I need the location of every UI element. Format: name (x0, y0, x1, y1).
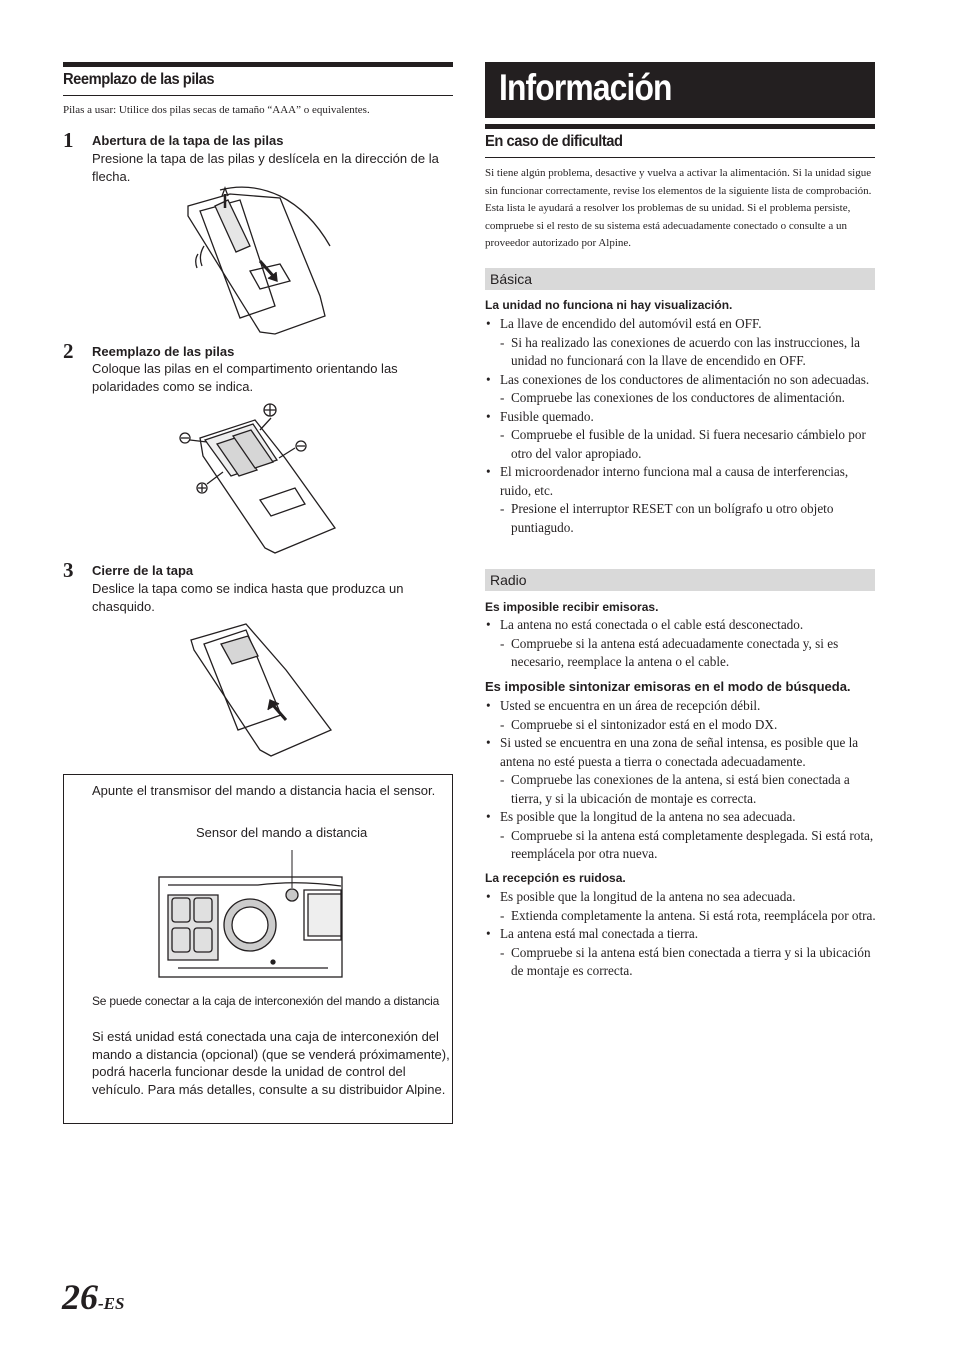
step-body: Presione la tapa de las pilas y deslícela en la dirección de la flecha. (92, 151, 439, 184)
page-number-value: 26 (62, 1277, 98, 1317)
step-body: Coloque las pilas en el compartimento orientando las polaridades como se indica. (92, 361, 398, 394)
section-rule-bottom (485, 157, 875, 158)
step-title: Cierre de la tapa (92, 563, 194, 578)
bullet-item: • Usted se encuentra en un área de recepción débil. (485, 697, 877, 716)
subhead-label: Básica (490, 271, 533, 287)
intro-text: Pilas a usar: Utilice dos pilas secas de tamaño “AAA” o equivalentes. (63, 104, 370, 116)
radio-list-3 (485, 888, 877, 981)
box-body: Si está unidad está conectada una caja de interconexión del mando a distancia (opcional) (que se venderá próximamente), podrá hacerla funcionar desde la unidad de control del vehículo. Para más detalles, consulte a su distribuidor Alpine. (92, 1029, 450, 1097)
bullet-item: • Las conexiones de los conductores de alimentación no son adecuadas. (485, 371, 877, 390)
dash-item: - Compruebe si el sintonizador está en el modo DX. (485, 716, 877, 735)
problem-title: La unidad no funciona ni hay visualización. (485, 298, 733, 312)
box-intro: Apunte el transmisor del mando a distancia hacia el sensor. (92, 783, 436, 798)
basica-list (485, 315, 877, 537)
dash-item: - Compruebe si la antena está adecuadamente conectada y, si es necesario, reemplace la antena o el cable. (485, 635, 877, 672)
page-banner (485, 62, 875, 118)
box-subtitle: Se puede conectar a la caja de interconexión del mando a distancia (92, 994, 440, 1008)
radio-list-2 (485, 697, 877, 864)
radio-list-1 (485, 616, 877, 672)
subhead-radio (485, 569, 875, 591)
step-body: Deslice la tapa como se indica hasta que produzca un chasquido. (92, 581, 404, 614)
dash-item: - Compruebe el fusible de la unidad. Si fuera necesario cámbielo por otro del valor apropiado. (485, 426, 877, 463)
problem-title: Es imposible recibir emisoras. (485, 600, 659, 614)
bullet-item: • Es posible que la longitud de la antena no sea adecuada. (485, 808, 877, 827)
bullet-item: • El microordenador interno funciona mal a causa de interferencias, ruido, etc. (485, 463, 877, 500)
step-number: 2 (63, 339, 74, 363)
page-number-suffix: -ES (98, 1294, 125, 1313)
dash-item: - Compruebe las conexiones de los conductores de alimentación. (485, 389, 877, 408)
subhead-label: Radio (490, 572, 527, 588)
remote-battery-illustration (175, 398, 345, 556)
section-rule-bottom (63, 95, 453, 96)
dash-item: - Compruebe las conexiones de la antena, si está bien conectada a tierra, y si la ubicación de montaje es correcta. (485, 771, 877, 808)
remote-close-cover-illustration (186, 620, 336, 760)
dash-item: - Compruebe si la antena está completamente desplegada. Si está rota, reemplácela por otra nueva. (485, 827, 877, 864)
section-rule-top (485, 124, 875, 129)
section-heading-pilas: Reemplazo de las pilas (63, 71, 215, 88)
page-title: Información (499, 67, 672, 108)
subhead-basica (485, 268, 875, 290)
problem-title: La recepción es ruidosa. (485, 871, 626, 885)
bullet-item: • Si usted se encuentra en una zona de señal intensa, es posible que la antena no esté puesta a tierra o conectada adecuadamente. (485, 734, 877, 771)
problem-title: Es imposible sintonizar emisoras en el modo de búsqueda. (485, 679, 851, 694)
dash-item: - Compruebe si la antena está bien conectada a tierra y si la ubicación de montaje es correcta. (485, 944, 877, 981)
sensor-label: Sensor del mando a distancia (196, 825, 368, 840)
page-number (62, 1276, 124, 1318)
bullet-item: • La antena está mal conectada a tierra. (485, 925, 877, 944)
dash-item: - Si ha realizado las conexiones de acuerdo con las instrucciones, la unidad no funcionará con la llave de encendido en OFF. (485, 334, 877, 371)
dash-item: - Extienda completamente la antena. Si está rota, reemplácela por otra. (485, 907, 877, 926)
dificultad-intro: Si tiene algún problema, desactive y vuelva a activar la alimentación. Si la unidad sigue sin funcionar correctamente, revise los elementos de la siguiente lista de comprobación. Esta lista le ayudará a resolver los problemas de su unidad. Si el problema persiste, compruebe si el resto de su sistema está adecuadamente conectado o consulte a un proveedor autorizado por Alpine. (485, 167, 872, 249)
remote-sensor-box (63, 774, 453, 1124)
section-rule-top (63, 62, 453, 67)
head-unit-illustration (158, 850, 343, 980)
step-title: Reemplazo de las pilas (92, 344, 235, 359)
dash-item: - Presione el interruptor RESET con un bolígrafo u otro objeto puntiagudo. (485, 500, 877, 537)
section-heading-dificultad: En caso de dificultad (485, 133, 623, 150)
bullet-item: • La antena no está conectada o el cable está desconectado. (485, 616, 877, 635)
step-number: 1 (63, 128, 74, 152)
step-title: Abertura de la tapa de las pilas (92, 133, 284, 148)
remote-open-cover-illustration (180, 186, 336, 336)
bullet-item: • La llave de encendido del automóvil está en OFF. (485, 315, 877, 334)
bullet-item: • Fusible quemado. (485, 408, 877, 427)
bullet-item: • Es posible que la longitud de la antena no sea adecuada. (485, 888, 877, 907)
step-number: 3 (63, 558, 74, 582)
